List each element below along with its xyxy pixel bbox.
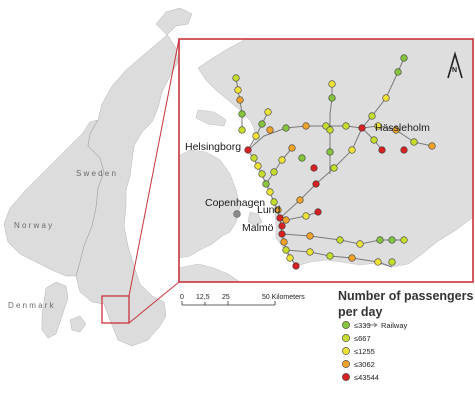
station-marker <box>329 95 336 102</box>
station-marker <box>279 223 286 230</box>
station-marker <box>259 121 266 128</box>
station-marker <box>307 249 314 256</box>
station-marker <box>265 109 272 116</box>
station-marker <box>267 189 274 196</box>
station-marker <box>349 147 356 154</box>
legend-class-swatch <box>342 373 349 380</box>
station-marker <box>375 259 382 266</box>
station-marker <box>289 145 296 152</box>
scale-label-0: 0 <box>180 294 184 301</box>
legend-classes <box>342 321 379 382</box>
station-marker <box>237 97 244 104</box>
station-marker <box>315 209 322 216</box>
inset-map <box>179 39 473 282</box>
legend <box>338 289 474 382</box>
station-marker <box>401 237 408 244</box>
station-marker <box>271 169 278 176</box>
station-marker <box>327 127 334 134</box>
station-marker <box>329 81 336 88</box>
legend-class-label: ≤333 <box>354 321 371 330</box>
station-marker <box>307 233 314 240</box>
city-label-helsingborg: Helsingborg <box>185 141 242 153</box>
scale-label-12-5: 12,5 <box>196 294 210 301</box>
station-marker <box>251 155 258 162</box>
country-label-norway: Norway <box>14 221 55 230</box>
station-marker <box>401 55 408 62</box>
copenhagen-marker <box>234 211 241 218</box>
station-marker <box>303 213 310 220</box>
legend-class-swatch <box>342 347 349 354</box>
station-marker <box>281 239 288 246</box>
scale-bar <box>180 294 305 305</box>
station-marker <box>233 75 240 82</box>
station-marker <box>411 139 418 146</box>
legend-title-line1: Number of passengers <box>338 289 474 303</box>
overview-map <box>4 8 192 346</box>
station-marker <box>245 147 252 154</box>
station-marker <box>279 231 286 238</box>
station-marker <box>337 237 344 244</box>
station-marker <box>379 147 386 154</box>
station-marker <box>239 111 246 118</box>
city-label-malmo: Malmö <box>242 222 274 234</box>
legend-class-label: ≤667 <box>354 334 371 343</box>
station-marker <box>283 247 290 254</box>
station-marker <box>343 123 350 130</box>
station-marker <box>389 259 396 266</box>
station-marker <box>383 95 390 102</box>
legend-title-line2: per day <box>338 305 383 319</box>
station-marker <box>297 197 304 204</box>
station-marker <box>349 255 356 262</box>
station-marker <box>283 217 290 224</box>
station-marker <box>303 123 310 130</box>
city-label-lund: Lund <box>257 204 281 216</box>
legend-class-swatch <box>342 334 349 341</box>
country-label-denmark: Denmark <box>8 301 56 310</box>
station-marker <box>371 137 378 144</box>
station-marker <box>279 157 286 164</box>
station-marker <box>235 87 242 94</box>
station-marker <box>395 69 402 76</box>
station-marker <box>299 155 306 162</box>
city-label-hassleholm: Hässleholm <box>375 122 430 134</box>
station-marker <box>369 113 376 120</box>
scale-label-25: 25 <box>222 294 230 301</box>
country-label-sweden: Sweden <box>76 169 119 178</box>
station-marker <box>401 147 408 154</box>
station-marker <box>359 125 366 132</box>
station-marker <box>311 165 318 172</box>
station-marker <box>429 143 436 150</box>
station-marker <box>255 163 262 170</box>
station-marker <box>267 127 274 134</box>
legend-class-label: ≤3062 <box>354 360 375 369</box>
station-marker <box>239 127 246 134</box>
station-marker <box>313 181 320 188</box>
station-marker <box>283 125 290 132</box>
north-label: N <box>452 67 458 74</box>
station-marker <box>263 181 270 188</box>
station-marker <box>287 255 294 262</box>
station-marker <box>331 165 338 172</box>
legend-class-label: ≤43544 <box>354 373 379 382</box>
legend-railway-label: Railway <box>381 321 408 330</box>
station-marker <box>389 237 396 244</box>
station-marker <box>357 241 364 248</box>
legend-class-label: ≤1255 <box>354 347 375 356</box>
station-marker <box>377 237 384 244</box>
station-marker <box>253 133 260 140</box>
station-marker <box>327 253 334 260</box>
station-marker <box>327 149 334 156</box>
city-label-copenhagen: Copenhagen <box>205 197 266 209</box>
scale-label-50: 50 Kilometers <box>262 294 305 301</box>
legend-class-swatch <box>342 360 349 367</box>
station-marker <box>293 263 300 270</box>
station-marker <box>259 171 266 178</box>
legend-class-swatch <box>342 321 349 328</box>
